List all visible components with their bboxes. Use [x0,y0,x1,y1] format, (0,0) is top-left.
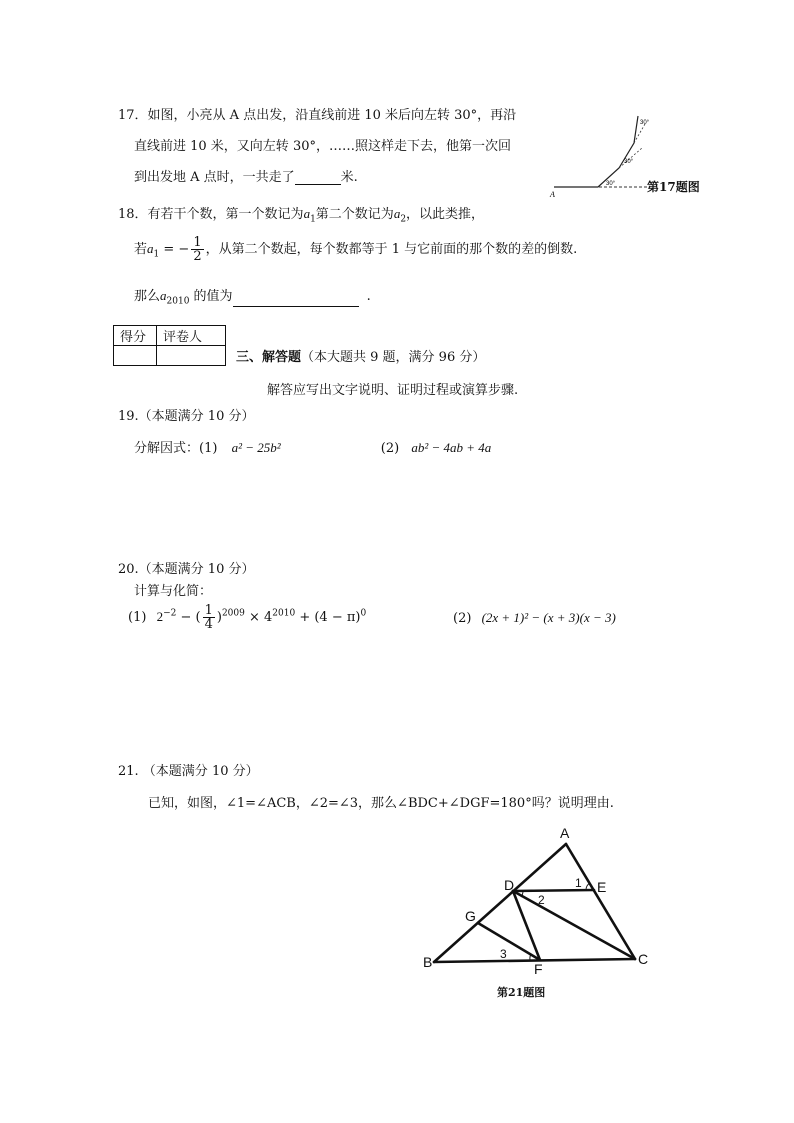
q18-fraction [191,236,203,263]
q18-text-3b: 的值为 [189,289,233,304]
q20-p1-label: (1) [128,610,147,625]
q21-segment-df [513,891,540,960]
q21-figure [420,820,660,975]
q21-segment-dc [513,891,635,959]
q17-dashed-ext2 [619,148,642,168]
q20-e1-minus: − ( [176,610,201,625]
section3-heading [236,346,485,365]
q20-e1-plus: + (4 − π) [295,610,361,625]
section3-subtitle: （本大题共 9 题，满分 96 分） [301,350,486,365]
q18-frac-num: 1 [193,235,202,250]
q21-label-b: B [423,954,433,970]
q19-header: 19.（本题满分 10 分） [118,409,255,424]
score-table [113,325,226,366]
q17-line1 [118,104,516,123]
q17-label-a: A [550,190,555,198]
q21-figure-caption: 第21题图 [497,986,546,999]
q21-label-f: F [534,961,543,975]
q17-number: 17． [118,108,148,123]
q18-text-3c: . [366,289,371,304]
q17-figure-caption: 第17题图 [647,180,700,194]
q19-line [134,437,491,456]
q20-header: 20.（本题满分 10 分） [118,562,255,577]
q19-part2: (2) [380,441,400,456]
q18-line2 [134,236,577,263]
q20-e1-sup4: 0 [360,608,367,619]
q20-intro: 计算与化简： [134,584,213,599]
q21-label-c: C [638,951,649,967]
q21-label-g: G [465,908,476,924]
q18-text-1b: 第二个数记为 [315,207,394,222]
q17-text-line2: 直线前进 10 米，又向左转 30°，……照这样走下去，他第一次回 [134,139,511,154]
q20-e1-times: × 4 [244,610,273,625]
q18-frac-den: 2 [193,249,202,264]
q18-var-a2010: a [160,288,167,303]
q21-angle-num-1: 1 [575,876,582,890]
q20-e2: (2x + 1)² − (x + 3)(x − 3) [481,610,616,625]
q18-sub-1b: 1 [153,249,160,260]
q21-angle-num-2: 2 [538,893,545,907]
q21-label-a: A [560,825,570,841]
q21-angle-mark-3 [530,954,531,960]
q17-angle1: 30° [606,181,616,187]
score-header-grader: 评卷人 [157,326,226,346]
q18-text-2a: 若 [134,242,148,257]
q20-e1-sup3: 2010 [272,608,296,619]
q20-e1-sup2: 2009 [221,608,245,619]
q21-text: 已知，如图，∠1=∠ACB，∠2=∠3，那么∠BDC+∠DGF=180°吗？说明理由. [148,796,614,811]
q21-label-d: D [504,877,515,893]
q18-text-1a: 有若干个数，第一个数记为 [147,207,304,222]
q17-angle2: 30° [624,159,634,165]
score-header-score: 得分 [114,326,157,346]
q17-line3 [134,166,358,185]
q20-e1-sup1: −2 [163,608,177,619]
q18-text-1c: ，以此类推， [406,207,485,222]
q21-segment-de [513,890,594,891]
q20-e1-base: 2 [156,609,164,624]
q17-text-line3b: 米. [340,170,358,185]
q20-part1 [128,604,366,631]
q19-expr1: a² − 25b² [231,440,281,455]
q18-var-a2: a [393,206,401,221]
q19-expr2: ab² − 4ab + 4a [411,440,492,455]
section3-title: 三、解答题 [236,350,302,365]
score-cell[interactable] [114,346,157,366]
q17-text-line1: 如图，小亮从 A 点出发，沿直线前进 10 米后向左转 30°，再沿 [147,108,517,123]
q20-part2 [453,610,616,626]
q18-sub-1: 1 [310,214,316,225]
grader-cell[interactable] [157,346,226,366]
q21-segment-ac [566,844,635,959]
q20-frac-num: 1 [204,603,213,618]
q17-angle3: 30° [640,120,650,126]
q18-var-a1: a [303,206,311,221]
q21-angle-num-3: 3 [500,947,507,961]
q21-label-e: E [597,879,607,895]
q18-equals-minus: = − [159,242,190,257]
q17-answer-blank[interactable] [295,170,341,185]
q18-var-a1b: a [147,241,154,256]
q18-text-2b: ，从第二个数起，每个数都等于 1 与它前面的那个数的差的倒数. [205,242,578,257]
q17-figure [546,110,656,198]
q18-answer-blank[interactable] [233,292,359,307]
q21-segment-ab [434,844,566,962]
q17-text-line3a: 到出发地 A 点时，一共走了 [134,170,295,185]
q18-sub-2010: 2010 [166,296,190,307]
q18-line1 [118,203,484,225]
q20-p2-label: (2) [453,611,472,626]
q18-sub-2: 2 [400,214,407,225]
section3-note: 解答应写出文字说明、证明过程或演算步骤. [267,383,519,398]
q21-header: 21. （本题满分 10 分） [118,764,259,779]
q18-text-3a: 那么 [134,289,161,304]
q20-e1-close: ) [216,610,222,625]
q20-fraction [203,604,215,631]
q20-frac-den: 4 [204,617,213,632]
q19-intro: 分解因式：(1) [134,441,218,456]
q18-number: 18． [118,207,148,222]
q17-path [554,116,638,187]
q18-line3 [134,285,371,307]
